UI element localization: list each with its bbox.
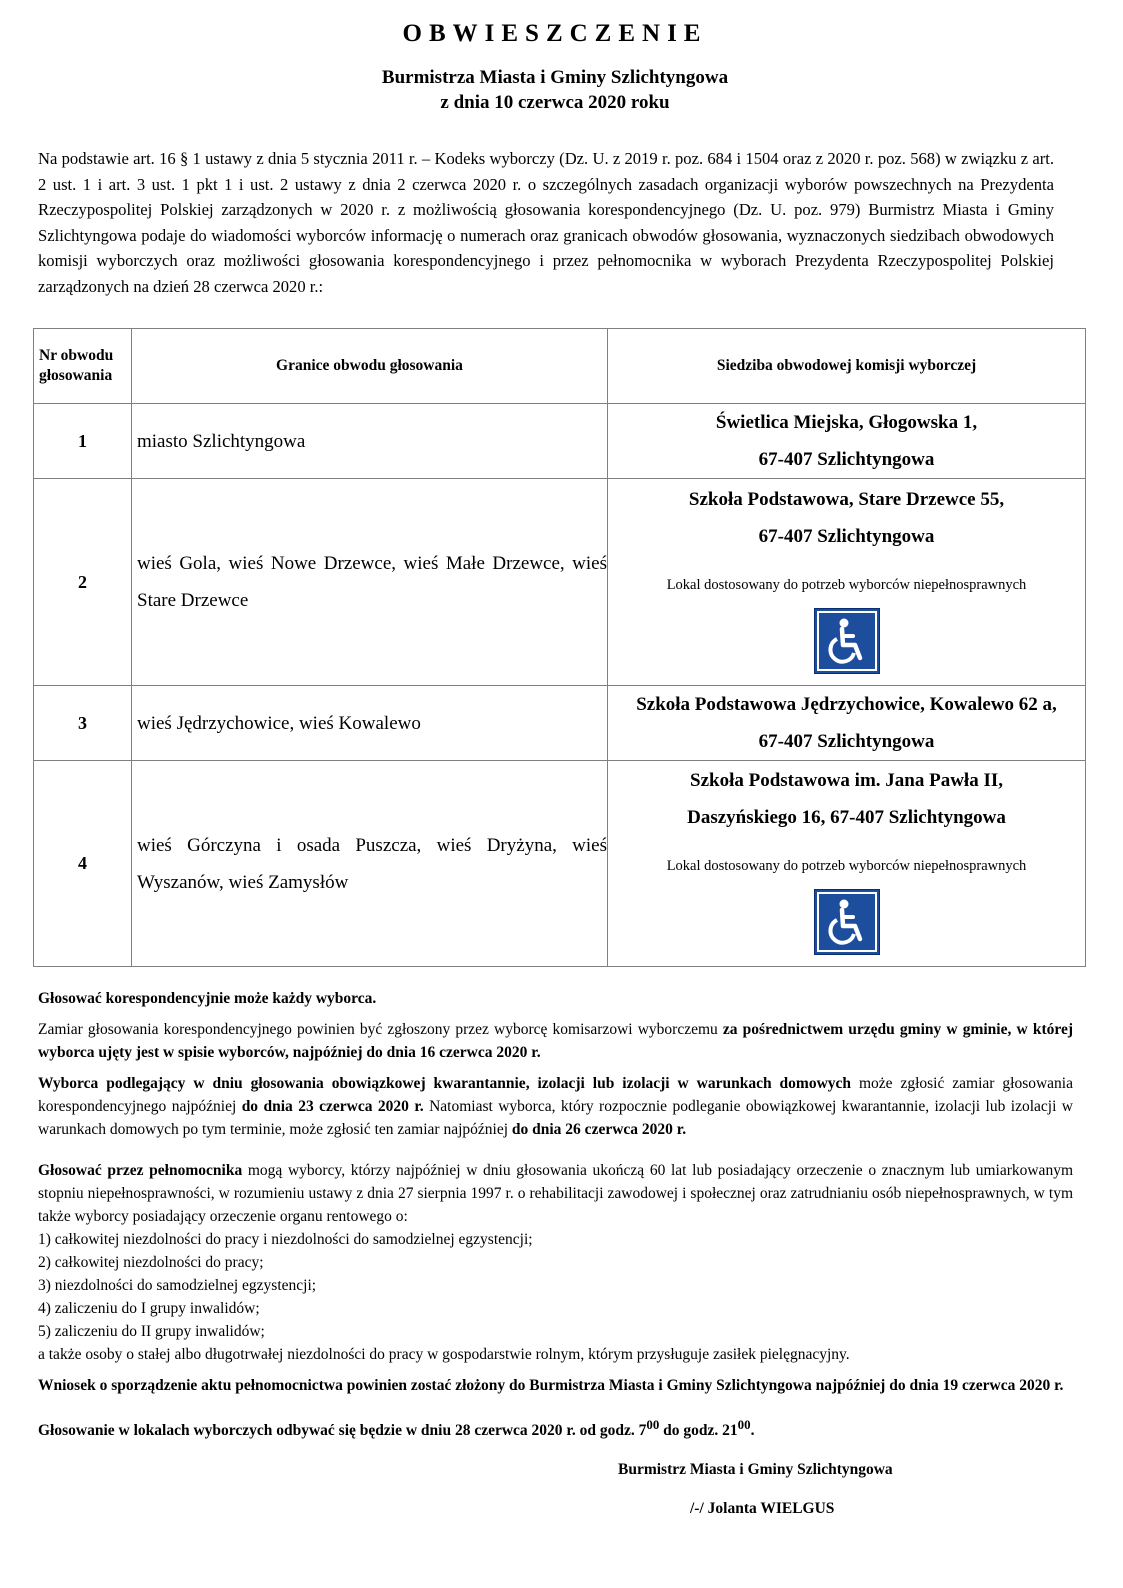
district-number: 4 xyxy=(34,761,132,967)
postal-voting-heading: Głosować korespondencyjnie może każdy wyborca. xyxy=(38,990,377,1007)
district-boundaries: miasto Szlichtyngowa xyxy=(132,404,608,479)
district-boundaries: wieś Jędrzychowice, wieś Kowalewo xyxy=(132,686,608,761)
table-row xyxy=(34,479,1086,686)
list-item: 3) niezdolności do samodzielnej egzystencji; xyxy=(38,1277,317,1294)
polling-hours: Głosowanie w lokalach wyborczych odbywać się będzie w dniu 28 czerwca 2020 r. od godz. $7^{00}$ do godz. $21^{00}$. xyxy=(38,1417,755,1440)
table-row xyxy=(34,404,1086,479)
table-header-row xyxy=(34,329,1086,404)
header-district-number: Nr obwodu głosowania xyxy=(34,329,132,404)
commission-seat: Szkoła Podstawowa Jędrzychowice, Kowalewo 62 a, 67-407 Szlichtyngowa xyxy=(608,686,1086,761)
date-line: z dnia 10 czerwca 2020 roku xyxy=(440,92,670,113)
district-boundaries: wieś Górczyna i osada Puszcza, wieś Dryżyna, wieś Wyszanów, wieś Zamysłów xyxy=(132,761,608,967)
list-item: 4) zaliczeniu do I grupy inwalidów; xyxy=(38,1300,260,1317)
district-number: 1 xyxy=(34,404,132,479)
eligibility-list xyxy=(38,1228,1073,1343)
proxy-application-deadline: Wniosek o sporządzenie aktu pełnomocnictwa powinien zostać złożony do Burmistrza Miasta i Gminy Szlichtyngowa najpóźniej do dnia 19 czerwca 2020 r. xyxy=(38,1377,1064,1394)
issuer-line: Burmistrza Miasta i Gminy Szlichtyngowa xyxy=(381,67,729,88)
header-district-boundaries: Granice obwodu głosowania xyxy=(132,329,608,404)
document-title: OBWIESZCZENIE xyxy=(402,20,708,47)
signature-office: Burmistrz Miasta i Gminy Szlichtyngowa xyxy=(618,1461,893,1478)
voting-districts-table xyxy=(33,328,1086,967)
commission-seat: Szkoła Podstawowa im. Jana Pawła II, Daszyńskiego 16, 67-407 Szlichtyngowa Lokal dostosowany do potrzeb wyborców niepełnosprawnych xyxy=(608,761,1086,967)
table-row xyxy=(34,686,1086,761)
signature-name: /-/ Jolanta WIELGUS xyxy=(690,1500,835,1517)
proxy-voting-paragraph: Głosować przez pełnomocnika mogą wyborcy, którzy najpóźniej w dniu głosowania ukończą 60 lat lub posiadający orzeczenie o znacznym lub umiarkowanym stopniu niepełnosprawności, w rozumieniu ustawy z dnia 27 sierpnia 1997 r. o rehabilitacji zawodowej i społecznej oraz zatrudnianiu osób niepełnosprawnych, w tym także wyborcy posiadający orzeczenie organu rentowego o: xyxy=(38,1162,1073,1225)
wheelchair-accessibility-icon xyxy=(814,889,880,955)
wheelchair-accessibility-icon xyxy=(814,608,880,674)
district-number: 2 xyxy=(34,479,132,686)
voting-rules-section xyxy=(38,987,1073,1450)
legal-basis-paragraph: Na podstawie art. 16 § 1 ustawy z dnia 5 stycznia 2011 r. – Kodeks wyborczy (Dz. U. z 2019 r. poz. 684 i 1504 oraz z 2020 r. poz. 568) w związku z art. 2 ust. 1 i art. 3 ust. 1 pkt 1 i ust. 2 ustawy z dnia 2 czerwca 2020 r. o szczególnych zasadach organizacji wyborów powszechnych na Prezydenta Rzeczypospolitej Polskiej zarządzonych w 2020 r. z możliwością głosowania korespondencyjnego (Dz. U. poz. 979) Burmistrz Miasta i Gminy Szlichtyngowa podaje do wiadomości wyborców informację o numerach oraz granicach obwodów głosowania, wyznaczonych siedzibach obwodowych komisji wyborczych oraz możliwości głosowania korespondencyjnego i przez pełnomocnika w wyborach Prezydenta Rzeczypospolitej Polskiej zarządzonych na dzień 28 czerwca 2020 r.: xyxy=(38,149,1054,296)
list-item: 2) całkowitej niezdolności do pracy; xyxy=(38,1254,264,1271)
accessibility-note: Lokal dostosowany do potrzeb wyborców niepełnosprawnych xyxy=(666,858,1027,874)
quarantine-paragraph: Wyborca podlegający w dniu głosowania obowiązkowej kwarantannie, izolacji lub izolacji w warunkach domowych może zgłosić zamiar głosowania korespondencyjnego najpóźniej do dnia 23 czerwca 2020 r. Natomiast wyborca, który rozpocznie podleganie obowiązkowej kwarantannie, izolacji lub izolacji w warunkach domowych po tym terminie, może zgłosić ten zamiar najpóźniej do dnia 26 czerwca 2020 r. xyxy=(38,1075,1074,1138)
commission-seat: Świetlica Miejska, Głogowska 1, 67-407 Szlichtyngowa xyxy=(608,404,1086,479)
accessibility-note: Lokal dostosowany do potrzeb wyborców niepełnosprawnych xyxy=(666,576,1027,593)
commission-seat: Szkoła Podstawowa, Stare Drzewce 55, 67-407 Szlichtyngowa Lokal dostosowany do potrzeb wyborców niepełnosprawnych xyxy=(608,479,1086,686)
table-row xyxy=(34,761,1086,967)
district-boundaries: wieś Gola, wieś Nowe Drzewce, wieś Małe Drzewce, wieś Stare Drzewce xyxy=(132,479,608,686)
list-item: 5) zaliczeniu do II grupy inwalidów; xyxy=(38,1323,265,1340)
list-item: 1) całkowitej niezdolności do pracy i niezdolności do samodzielnej egzystencji; xyxy=(38,1231,533,1248)
proxy-voting-tail: a także osoby o stałej albo długotrwałej niezdolności do pracy w gospodarstwie rolnym, którym przysługuje zasiłek pielęgnacyjny. xyxy=(38,1346,850,1363)
header-commission-seat: Siedziba obwodowej komisji wyborczej xyxy=(608,329,1086,404)
postal-voting-deadline-paragraph: Zamiar głosowania korespondencyjnego powinien być zgłoszony przez wyborcę komisarzowi wyborczemu za pośrednictwem urzędu gminy w gminie, w której wyborca ujęty jest w spisie wyborców, najpóźniej do dnia 16 czerwca 2020 r. xyxy=(38,1021,1074,1061)
district-number: 3 xyxy=(34,686,132,761)
